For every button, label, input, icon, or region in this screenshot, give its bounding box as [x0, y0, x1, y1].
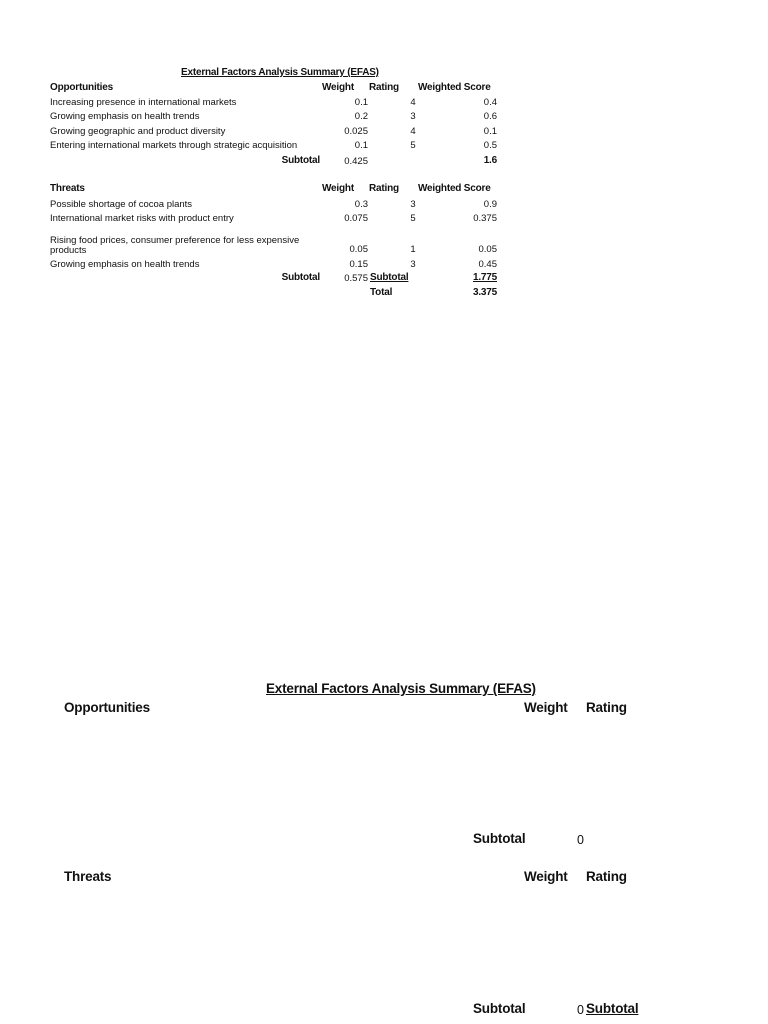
- weight-cell: 0.1: [354, 97, 368, 108]
- weight-cell: 0.05: [349, 244, 368, 255]
- score-cell: 0.1: [483, 126, 497, 137]
- bottom-rating-header: Rating: [586, 700, 627, 715]
- weight-cell: 0.15: [349, 259, 368, 270]
- threats-weighted-score-header: Weighted Score: [418, 183, 491, 194]
- rating-cell: 3: [410, 199, 416, 210]
- threats-subtotal-label-2: Subtotal: [370, 272, 409, 283]
- rating-cell: 5: [410, 140, 416, 151]
- opportunities-subtotal-label: Subtotal: [281, 155, 320, 166]
- opportunities-subtotal-weight: 0.425: [344, 156, 368, 167]
- factor-cell: Rising food prices, consumer preference for less expensive: [50, 235, 300, 246]
- weighted-score-header: Weighted Score: [418, 82, 491, 93]
- factor-cell: Possible shortage of cocoa plants: [50, 199, 193, 210]
- threats-subtotal-weight: 0.575: [344, 273, 368, 284]
- efas-bottom-title: External Factors Analysis Summary (EFAS): [266, 681, 536, 696]
- weight-header: Weight: [322, 82, 354, 93]
- opportunities-header: Opportunities: [50, 82, 113, 93]
- factor-cell: Entering international markets through strategic acquisition: [50, 140, 298, 151]
- rating-cell: 1: [410, 244, 416, 255]
- weight-cell: 0.2: [354, 111, 368, 122]
- rating-cell: 4: [410, 97, 416, 108]
- rating-cell: 3: [410, 111, 416, 122]
- weight-cell: 0.025: [344, 126, 368, 137]
- rating-cell: 3: [410, 259, 416, 270]
- score-cell: 0.5: [483, 140, 497, 151]
- threats-subtotal-score: 1.775: [472, 272, 497, 283]
- threats-weight-header: Weight: [322, 183, 354, 194]
- bottom-threats-header: Threats: [64, 869, 112, 884]
- weight-cell: 0.1: [354, 140, 368, 151]
- bottom-threats-subtotal-label-2: Subtotal: [586, 1001, 639, 1016]
- rating-cell: 5: [410, 213, 416, 224]
- weight-cell: 0.3: [354, 199, 368, 210]
- factor-cell: Increasing presence in international markets: [50, 97, 237, 108]
- score-cell: 0.05: [478, 244, 497, 255]
- threats-subtotal-label: Subtotal: [281, 272, 320, 283]
- opportunities-subtotal-score: 1.6: [483, 155, 497, 166]
- score-cell: 0.45: [478, 259, 497, 270]
- factor-cell: Growing emphasis on health trends: [50, 259, 200, 270]
- score-cell: 0.6: [483, 111, 497, 122]
- rating-cell: 4: [410, 126, 416, 137]
- total-score: 3.375: [472, 287, 497, 298]
- score-cell: 0.375: [473, 213, 497, 224]
- bottom-weight-header: Weight: [524, 700, 568, 715]
- weight-cell: 0.075: [344, 213, 368, 224]
- bottom-opportunities-subtotal-weight: 0: [577, 833, 584, 847]
- bottom-threats-weight-header: Weight: [524, 869, 568, 884]
- factor-cell: Growing geographic and product diversity: [50, 126, 226, 137]
- threats-header: Threats: [50, 183, 85, 194]
- total-label: Total: [370, 287, 393, 298]
- bottom-opportunities-subtotal-label: Subtotal: [473, 831, 526, 846]
- score-cell: 0.4: [483, 97, 497, 108]
- score-cell: 0.9: [483, 199, 497, 210]
- rating-header: Rating: [369, 82, 399, 93]
- efas-title: External Factors Analysis Summary (EFAS): [181, 67, 379, 78]
- bottom-opportunities-header: Opportunities: [64, 700, 150, 715]
- threats-rating-header: Rating: [369, 183, 399, 194]
- factor-cell: International market risks with product entry: [50, 213, 234, 224]
- factor-cell-continued: products: [50, 245, 87, 256]
- bottom-threats-subtotal-label: Subtotal: [473, 1001, 526, 1016]
- bottom-threats-subtotal-weight: 0: [577, 1003, 584, 1017]
- factor-cell: Growing emphasis on health trends: [50, 111, 200, 122]
- bottom-threats-rating-header: Rating: [586, 869, 627, 884]
